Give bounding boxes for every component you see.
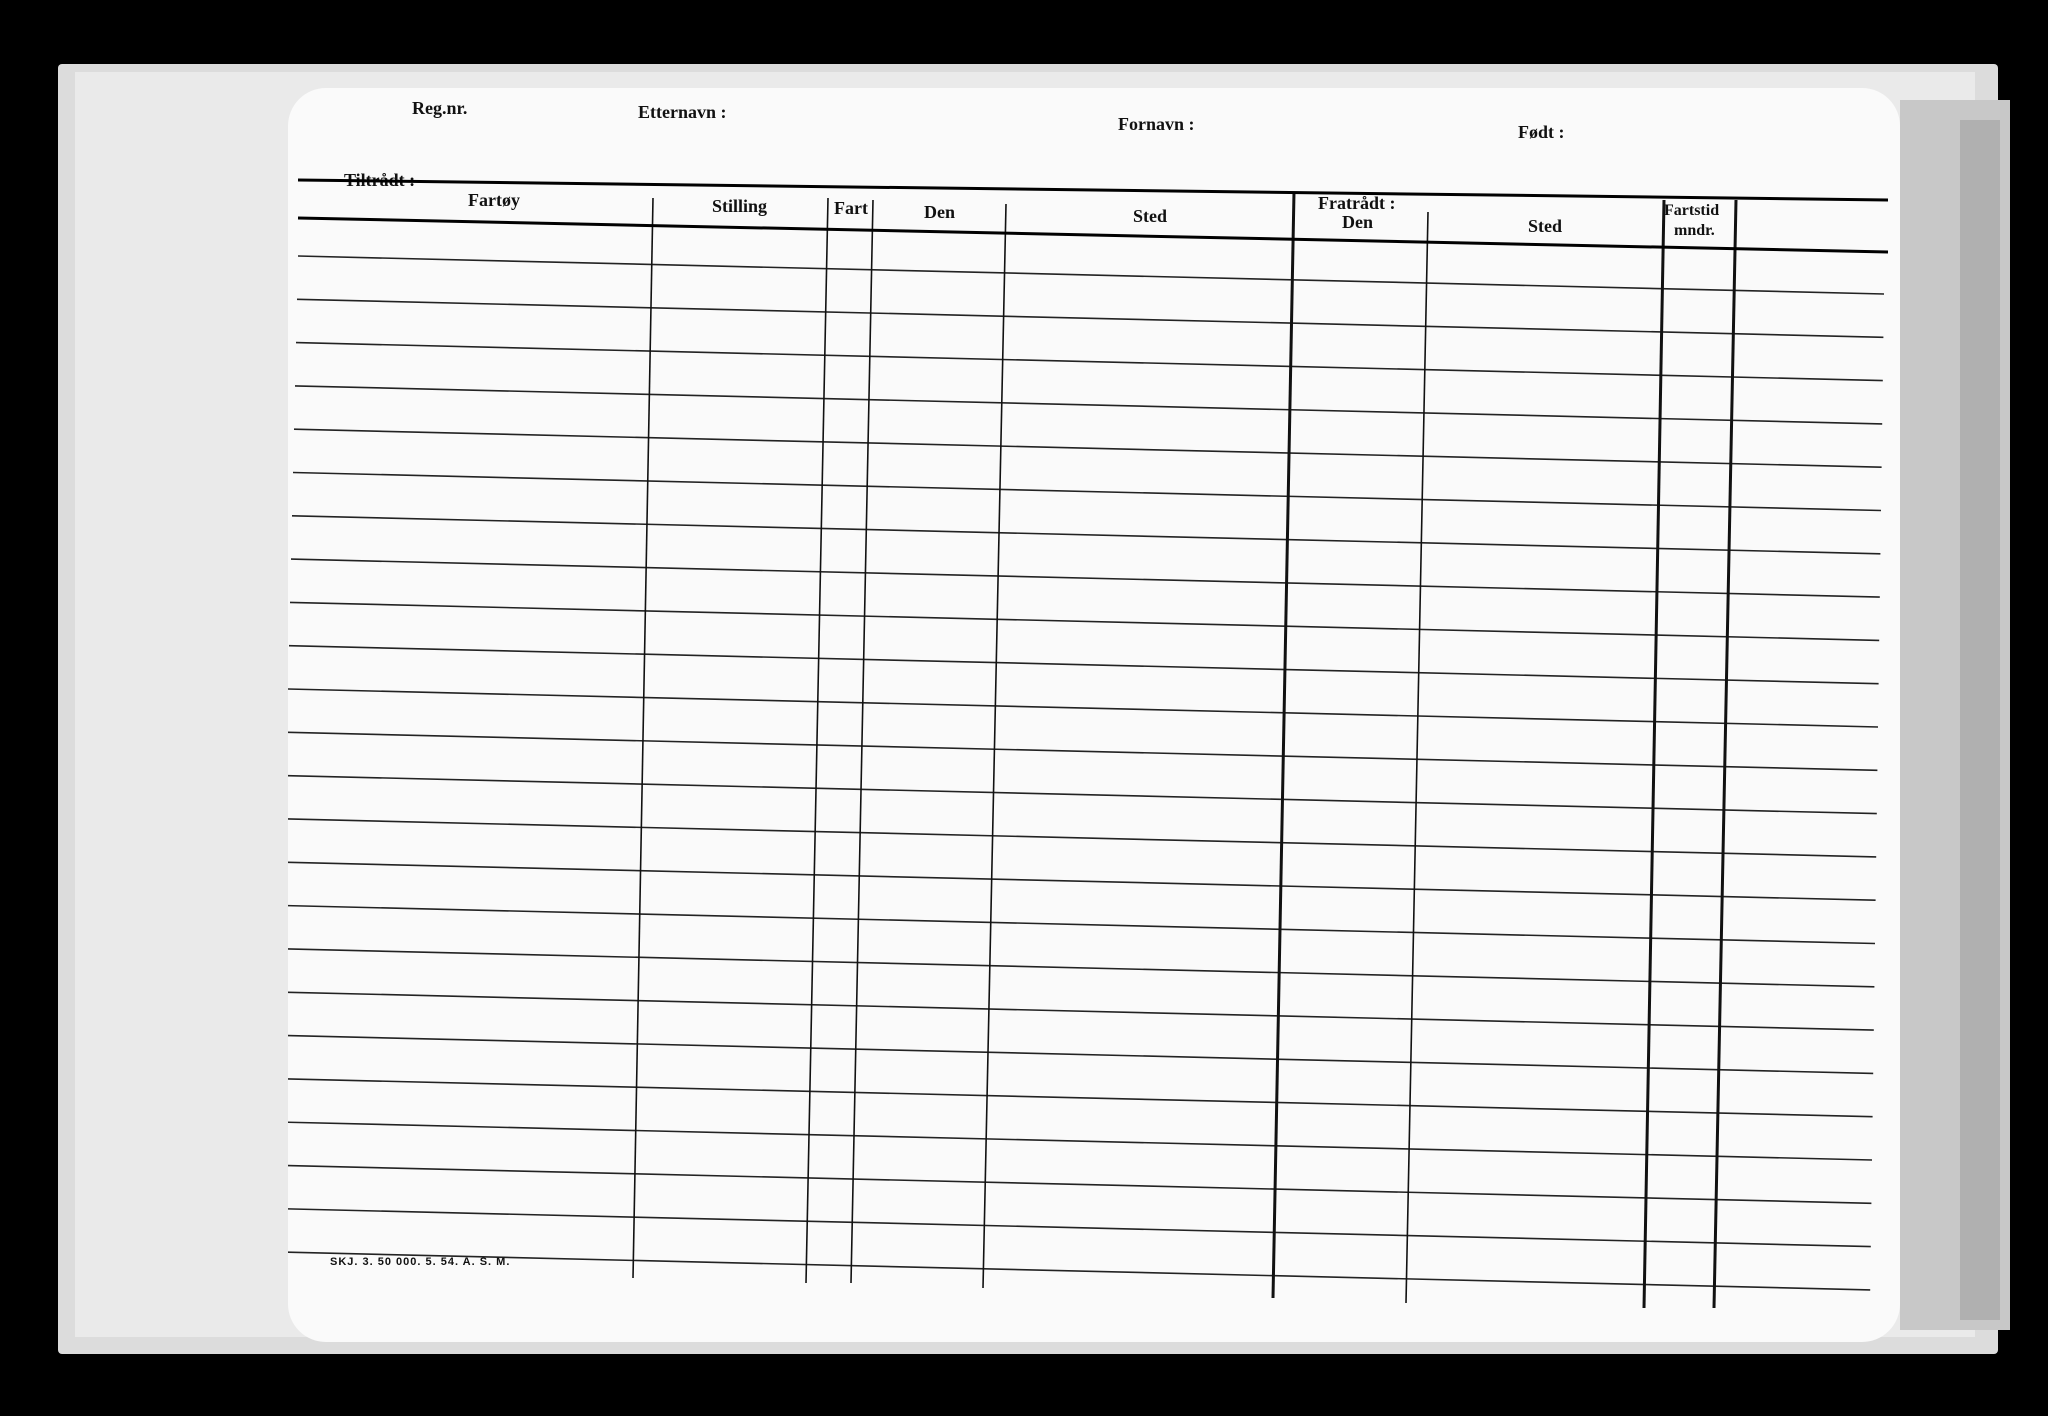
ledger-row-line bbox=[291, 559, 1880, 597]
ledger-row-line bbox=[288, 1035, 1873, 1073]
ledger-row-line bbox=[289, 646, 1879, 684]
fratradt-sted-header: Sted bbox=[1528, 216, 1563, 236]
ledger-row-line bbox=[288, 1079, 1873, 1117]
reg-nr-label: Reg.nr. bbox=[412, 98, 468, 118]
header-top-rule bbox=[298, 180, 1888, 200]
column-divider bbox=[1406, 212, 1428, 1303]
ledger-row-line bbox=[295, 386, 1882, 424]
ledger-row-line bbox=[296, 343, 1883, 381]
ledger-row-line bbox=[288, 862, 1876, 900]
column-divider bbox=[1644, 200, 1664, 1308]
etternavn-label: Etternavn : bbox=[638, 102, 727, 122]
den-header: Den bbox=[924, 202, 955, 222]
ledger-row-line bbox=[288, 819, 1876, 857]
fartoy-header: Fartøy bbox=[468, 190, 520, 210]
sted-header: Sted bbox=[1133, 206, 1168, 226]
form-code: SKJ. 3. 50 000. 5. 54. A. S. M. bbox=[330, 1256, 511, 1268]
ledger-row-line bbox=[288, 992, 1874, 1030]
fratradt-den-header: Den bbox=[1342, 212, 1373, 232]
ledger-row-line bbox=[288, 732, 1877, 770]
ledger-row-line bbox=[292, 516, 1880, 554]
column-divider bbox=[806, 198, 828, 1283]
folder-edge-shadow bbox=[1960, 120, 2000, 1320]
ledger-row-line bbox=[288, 1252, 1870, 1290]
fodt-label: Født : bbox=[1518, 122, 1565, 142]
ledger-row-line bbox=[288, 689, 1878, 727]
ledger-row-line bbox=[288, 776, 1877, 814]
column-divider bbox=[1714, 200, 1736, 1308]
column-divider bbox=[983, 204, 1006, 1288]
fartstid-header: Fartstid bbox=[1664, 202, 1720, 219]
ledger-grid bbox=[288, 88, 1900, 1342]
ledger-row-line bbox=[288, 1209, 1871, 1247]
registration-card bbox=[288, 88, 1900, 1342]
column-divider bbox=[633, 198, 653, 1278]
stilling-header: Stilling bbox=[712, 196, 768, 216]
mndr-header: mndr. bbox=[1674, 222, 1715, 239]
ledger-row-line bbox=[288, 906, 1875, 944]
ledger-row-line bbox=[288, 1122, 1872, 1160]
column-divider bbox=[851, 200, 873, 1283]
ledger-row-line bbox=[297, 299, 1883, 337]
fart-header: Fart bbox=[834, 198, 868, 218]
ledger-row-line bbox=[293, 473, 1881, 511]
header-bottom-rule bbox=[298, 218, 1888, 252]
ledger-row-line bbox=[290, 602, 1879, 640]
ledger-row-line bbox=[288, 1165, 1871, 1203]
fratradt-header: Fratrådt : bbox=[1318, 193, 1396, 213]
ledger-row-line bbox=[288, 949, 1874, 987]
fornavn-label: Fornavn : bbox=[1118, 114, 1195, 134]
ledger-row-line bbox=[298, 256, 1884, 294]
ledger-row-line bbox=[294, 429, 1882, 467]
column-divider bbox=[1273, 192, 1294, 1298]
